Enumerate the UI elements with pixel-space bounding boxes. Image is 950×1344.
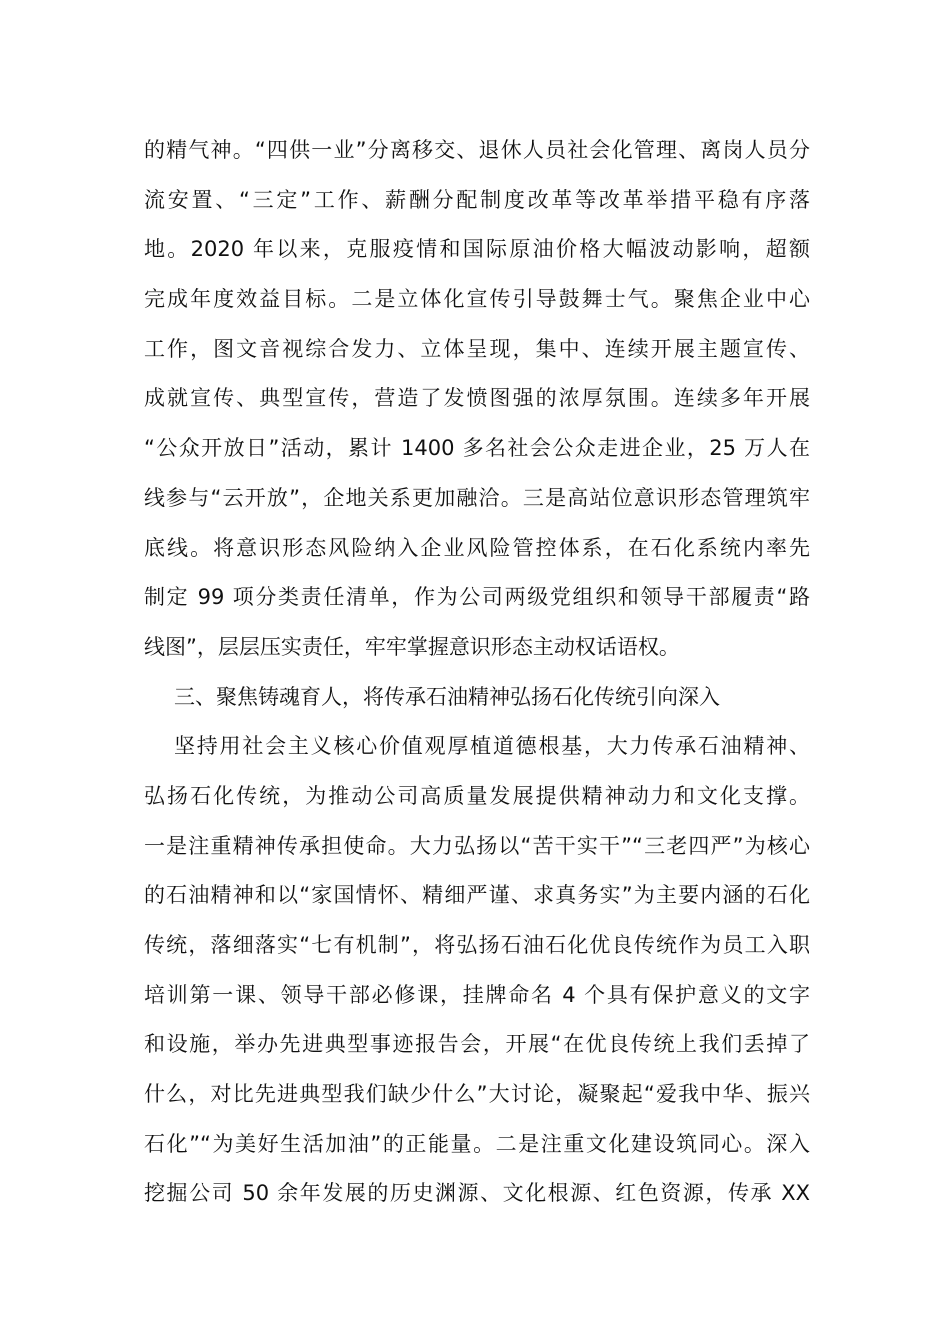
text-line: 流安置、“三定”工作、薪酬分配制度改革等改革举措平稳有序落 bbox=[144, 187, 810, 212]
text-line: 制定 99 项分类责任清单，作为公司两级党组织和领导干部履责“路 bbox=[144, 585, 810, 610]
text-line: 地。2020 年以来，克服疫情和国际原油价格大幅波动影响，超额 bbox=[144, 237, 810, 262]
text-line: 完成年度效益目标。二是立体化宣传引导鼓舞士气。聚焦企业中心 bbox=[144, 287, 810, 312]
section-heading: 三、聚焦铸魂育人，将传承石油精神弘扬石化传统引向深入 bbox=[174, 684, 720, 709]
text-line: “公众开放日”活动，累计 1400 多名社会公众走进企业，25 万人在 bbox=[144, 436, 810, 461]
text-line: 石化”“为美好生活加油”的正能量。二是注重文化建设筑同心。深入 bbox=[144, 1131, 810, 1156]
text-line: 的精气神。“四供一业”分离移交、退休人员社会化管理、离岗人员分 bbox=[144, 138, 810, 162]
text-line: 线参与“云开放”，企地关系更加融洽。三是高站位意识形态管理筑牢 bbox=[144, 485, 810, 510]
document-body bbox=[144, 126, 810, 1219]
text-line: 弘扬石化传统，为推动公司高质量发展提供精神动力和文化支撑。 bbox=[144, 783, 810, 808]
text-line: 线图”，层层压实责任，牢牢掌握意识形态主动权话语权。 bbox=[144, 634, 680, 659]
text-line: 培训第一课、领导干部必修课，挂牌命名 4 个具有保护意义的文字 bbox=[144, 982, 810, 1007]
text-line: 成就宣传、典型宣传，营造了发愤图强的浓厚氛围。连续多年开展 bbox=[144, 386, 810, 411]
text-line: 坚持用社会主义核心价值观厚植道德根基，大力传承石油精神、 bbox=[174, 734, 810, 759]
paragraph-1 bbox=[144, 126, 810, 673]
paragraph-2 bbox=[144, 722, 810, 1219]
text-line: 传统，落细落实“七有机制”，将弘扬石油石化优良传统作为员工入职 bbox=[144, 933, 810, 957]
text-line: 底线。将意识形态风险纳入企业风险管控体系，在石化系统内率先 bbox=[144, 535, 810, 560]
text-line: 的石油精神和以“家国情怀、精细严谨、求真务实”为主要内涵的石化 bbox=[144, 883, 810, 908]
text-line: 一是注重精神传承担使命。大力弘扬以“苦干实干”“三老四严”为核心 bbox=[144, 833, 810, 858]
text-line: 挖掘公司 50 余年发展的历史渊源、文化根源、红色资源，传承 XX bbox=[144, 1181, 810, 1206]
text-line: 和设施，举办先进典型事迹报告会，开展“在优良传统上我们丢掉了 bbox=[144, 1032, 810, 1057]
text-line: 什么，对比先进典型我们缺少什么”大讨论，凝聚起“爱我中华、振兴 bbox=[144, 1082, 810, 1107]
text-line: 工作，图文音视综合发力、立体呈现，集中、连续开展主题宣传、 bbox=[144, 336, 810, 361]
